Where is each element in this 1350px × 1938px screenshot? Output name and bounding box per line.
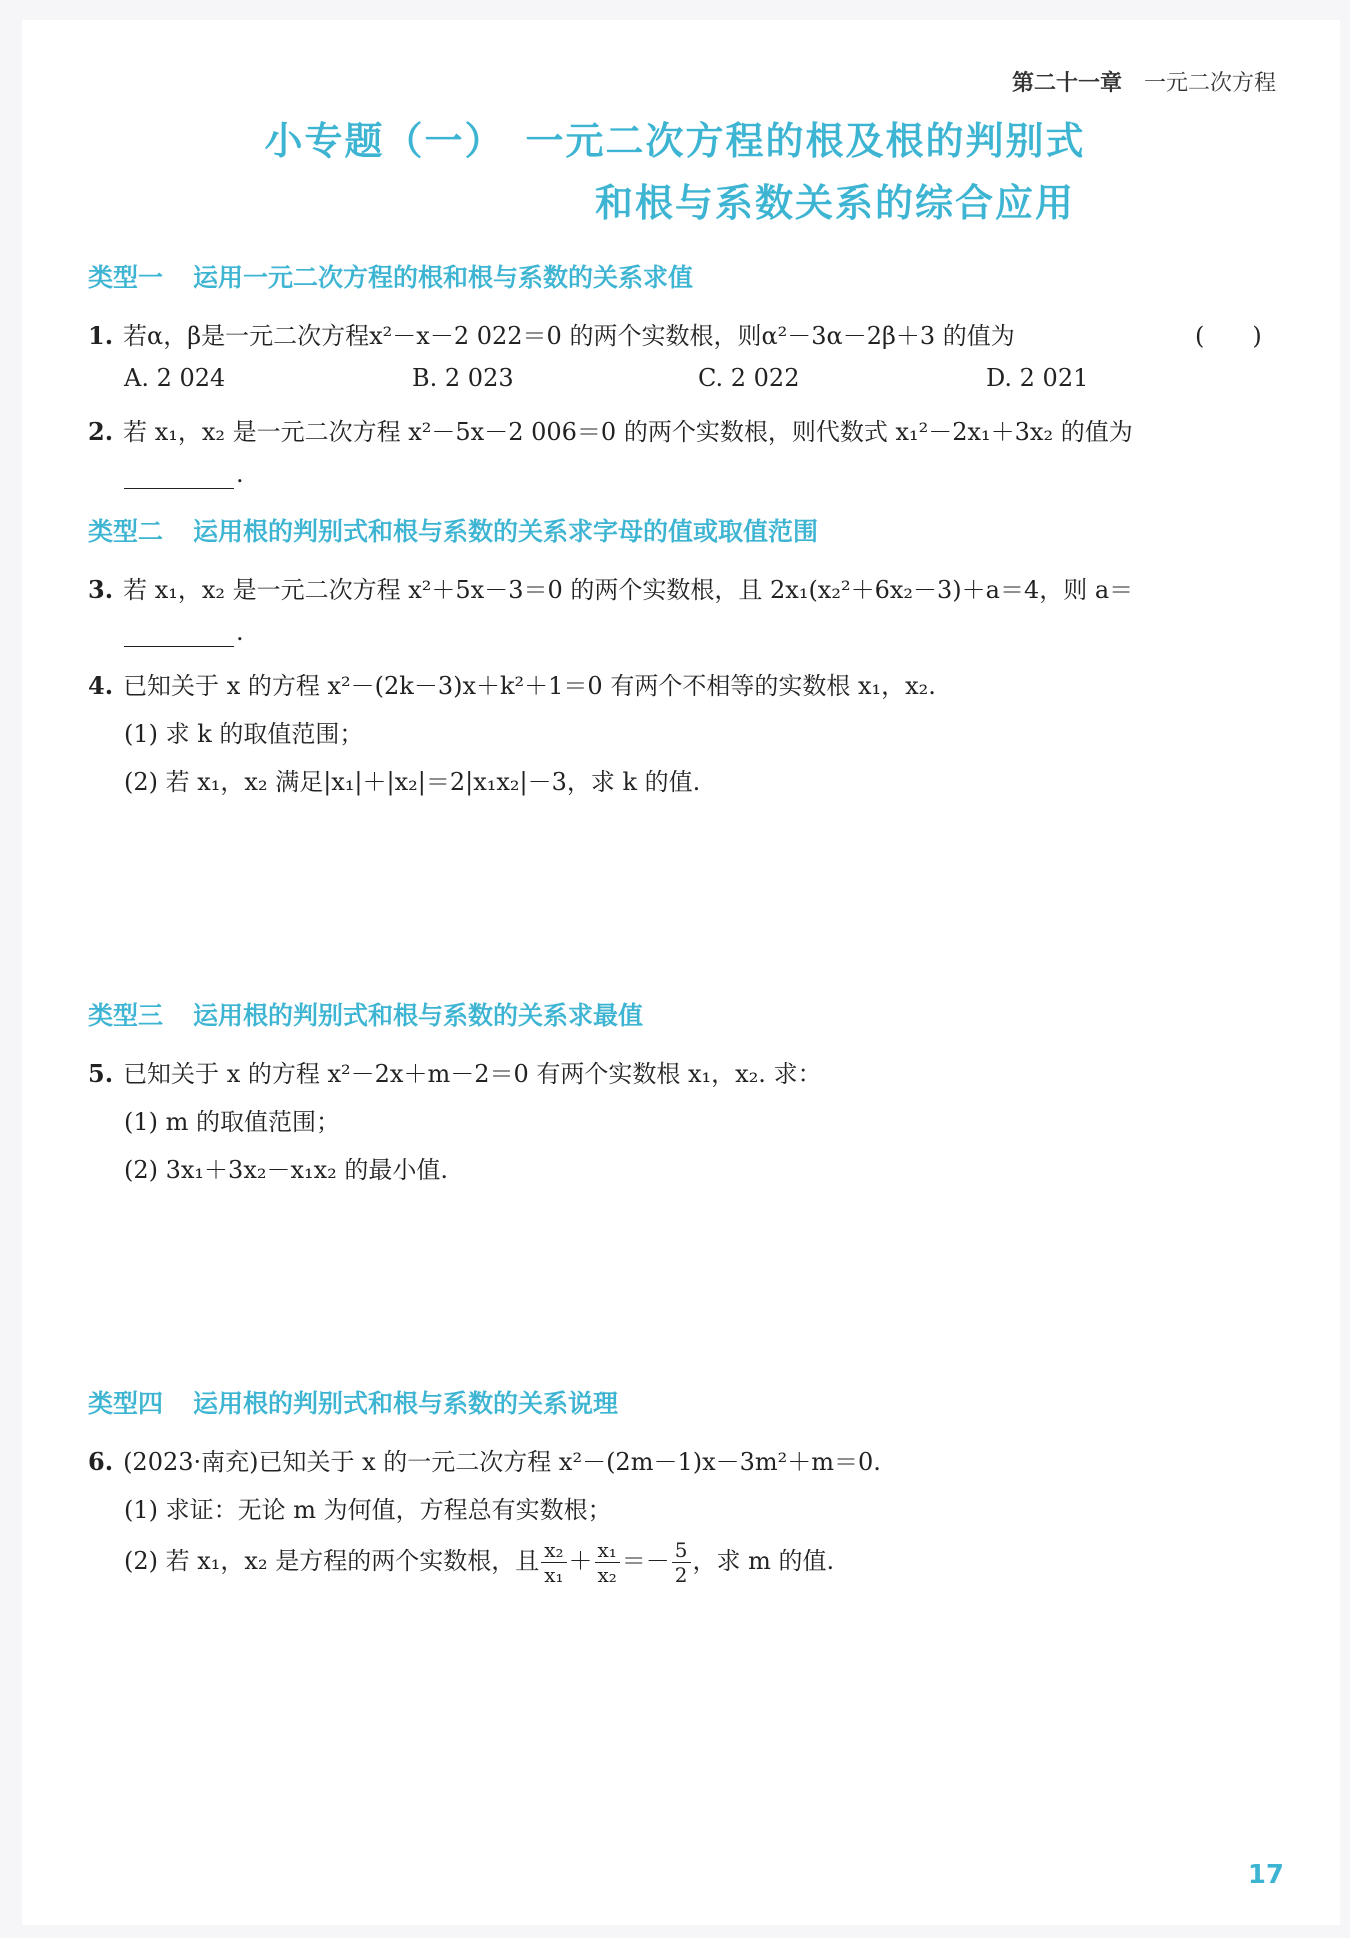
- option-b: B. 2 023: [412, 364, 514, 392]
- question-number: 6.: [88, 1447, 114, 1476]
- question-6: [88, 1442, 881, 1477]
- section-label: 类型一: [88, 263, 164, 292]
- question-5: [88, 1054, 822, 1089]
- question-1: [88, 316, 1015, 351]
- blank-period: .: [236, 460, 244, 488]
- title-line-2: 和根与系数关系的综合应用: [594, 181, 1075, 225]
- chapter-label: 第二十一章: [1011, 71, 1122, 96]
- fraction-numerator: x₁: [595, 1538, 620, 1563]
- question-4-part-1: (1) 求 k 的取值范围；: [124, 720, 364, 748]
- question-4: [88, 666, 936, 701]
- question-3: [88, 570, 1133, 605]
- fraction-five-halves: [672, 1538, 691, 1587]
- section-heading-1: [88, 258, 693, 294]
- question-6-part-2: [124, 1538, 834, 1587]
- question-5-part-1: (1) m 的取值范围；: [124, 1108, 341, 1136]
- chapter-topic: 一元二次方程: [1143, 71, 1276, 96]
- question-2: [88, 412, 1133, 447]
- title-line-1: 小专题（一） 一元二次方程的根及根的判别式: [264, 119, 1086, 163]
- question-text: 若 x₁，x₂ 是一元二次方程 x²－5x－2 006＝0 的两个实数根，则代数式 x₁²－2x₁＋3x₂ 的值为: [123, 418, 1133, 446]
- section-text: 运用根的判别式和根与系数的关系求最值: [193, 1001, 644, 1030]
- section-label: 类型三: [88, 1001, 164, 1030]
- section-heading-4: [88, 1384, 618, 1420]
- section-text: 运用一元二次方程的根和根与系数的关系求值: [193, 263, 694, 292]
- running-header: [1012, 66, 1276, 97]
- section-label: 类型二: [88, 517, 164, 546]
- question-text: 已知关于 x 的方程 x²－(2k－3)x＋k²＋1＝0 有两个不相等的实数根 x₁，x₂.: [123, 672, 936, 700]
- answer-blank: [124, 488, 234, 489]
- section-heading-2: [88, 512, 818, 548]
- blank-period: .: [236, 618, 244, 646]
- part-2-prefix: (2) 若 x₁，x₂ 是方程的两个实数根，且: [124, 1547, 540, 1575]
- question-number: 2.: [88, 417, 114, 446]
- question-text: 已知关于 x 的方程 x²－2x＋m－2＝0 有两个实数根 x₁，x₂. 求：: [123, 1060, 822, 1088]
- question-text: (2023·南充)已知关于 x 的一元二次方程 x²－(2m－1)x－3m²＋m＝0.: [123, 1448, 881, 1476]
- section-label: 类型四: [88, 1389, 164, 1418]
- page-number: 17: [1247, 1860, 1284, 1890]
- equals-minus: ＝－: [621, 1547, 670, 1575]
- answer-parentheses: ( ): [1195, 322, 1262, 350]
- plus-sign: ＋: [568, 1547, 593, 1575]
- fraction-x1-over-x2: [595, 1538, 620, 1587]
- section-text: 运用根的判别式和根与系数的关系说理: [193, 1389, 619, 1418]
- question-text: 若 x₁，x₂ 是一元二次方程 x²＋5x－3＝0 的两个实数根，且 2x₁(x₂²＋6x₂－3)＋a＝4，则 a＝: [123, 576, 1134, 604]
- question-5-part-2: (2) 3x₁＋3x₂－x₁x₂ 的最小值.: [124, 1156, 449, 1184]
- section-text: 运用根的判别式和根与系数的关系求字母的值或取值范围: [193, 517, 819, 546]
- fraction-numerator: x₂: [541, 1538, 566, 1563]
- question-4-part-2: (2) 若 x₁，x₂ 满足|x₁|＋|x₂|＝2|x₁x₂|－3，求 k 的值.: [124, 768, 701, 796]
- fraction-numerator: 5: [672, 1538, 691, 1563]
- option-a: A. 2 024: [124, 364, 226, 392]
- fraction-denominator: x₂: [597, 1563, 617, 1587]
- fraction-denominator: 2: [674, 1563, 688, 1587]
- question-text: 若α，β是一元二次方程x²－x－2 022＝0 的两个实数根，则α²－3α－2β＋3 的值为: [123, 322, 1015, 350]
- option-c: C. 2 022: [698, 364, 800, 392]
- question-number: 3.: [88, 575, 114, 604]
- question-number: 1.: [88, 321, 114, 350]
- fraction-denominator: x₁: [544, 1563, 564, 1587]
- question-6-part-1: (1) 求证：无论 m 为何值，方程总有实数根；: [124, 1496, 612, 1524]
- answer-blank: [124, 646, 234, 647]
- section-heading-3: [88, 996, 643, 1032]
- question-number: 5.: [88, 1059, 114, 1088]
- part-2-suffix: ，求 m 的值.: [692, 1547, 835, 1575]
- page-sheet: [22, 20, 1340, 1925]
- option-d: D. 2 021: [986, 364, 1089, 392]
- fraction-x2-over-x1: [541, 1538, 566, 1587]
- question-number: 4.: [88, 671, 114, 700]
